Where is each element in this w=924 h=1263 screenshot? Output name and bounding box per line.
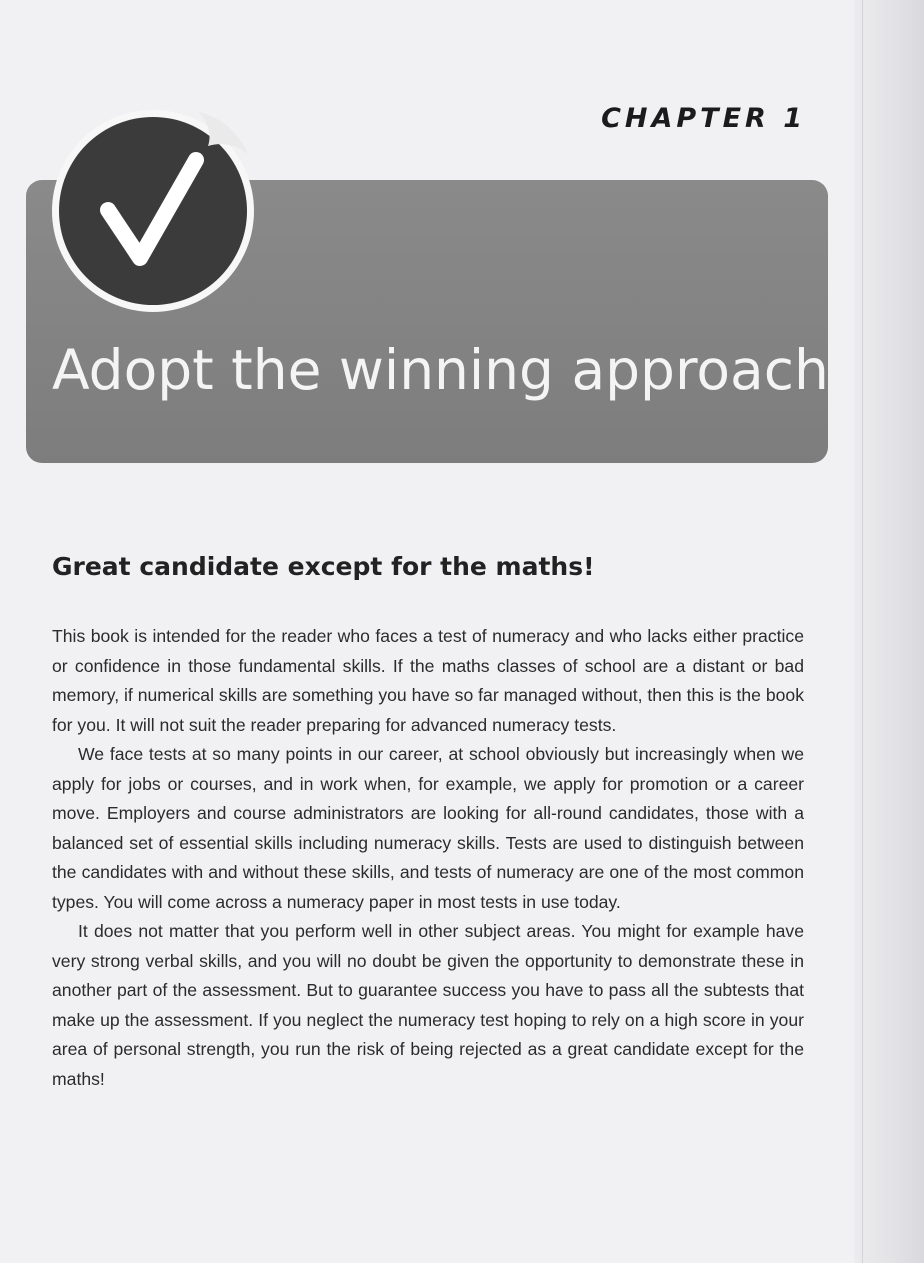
body-text (52, 622, 804, 1094)
chapter-title: Adopt the winning approach (52, 338, 829, 402)
section-heading: Great candidate except for the maths! (52, 552, 595, 581)
paragraph-1: This book is intended for the reader who faces a test of numeracy and who lacks either practice or confidence in those fundamental skills. If the maths classes of school are a distant or bad memory, if numerical skills are something you have so far managed without, then this is the book for you. It will not suit the reader preparing for advanced numeracy tests. (52, 626, 804, 735)
chapter-label: CHAPTER 1 (601, 103, 806, 134)
page-edge (854, 0, 924, 1263)
checkmark-icon (48, 102, 262, 316)
paragraph-2: We face tests at so many points in our career, at school obviously but increasingly when we apply for jobs or courses, and in work when, for example, we apply for promotion or a career move. Employers and course administrators are looking for all-round candidates, those with a balanced set of essential skills including numeracy skills. Tests are used to distinguish between the candidates with and without these skills, and tests of numeracy are one of the most common types. You will come across a numeracy paper in most tests in use today. (52, 744, 804, 912)
paragraph-3: It does not matter that you perform well in other subject areas. You might for example have very strong verbal skills, and you will no doubt be given the opportunity to demonstrate these in another part of the assessment. But to guarantee success you have to pass all the subtests that make up the assessment. If you neglect the numeracy test hoping to rely on a high score in your area of personal strength, you run the risk of being rejected as a great candidate except for the maths! (52, 921, 804, 1089)
